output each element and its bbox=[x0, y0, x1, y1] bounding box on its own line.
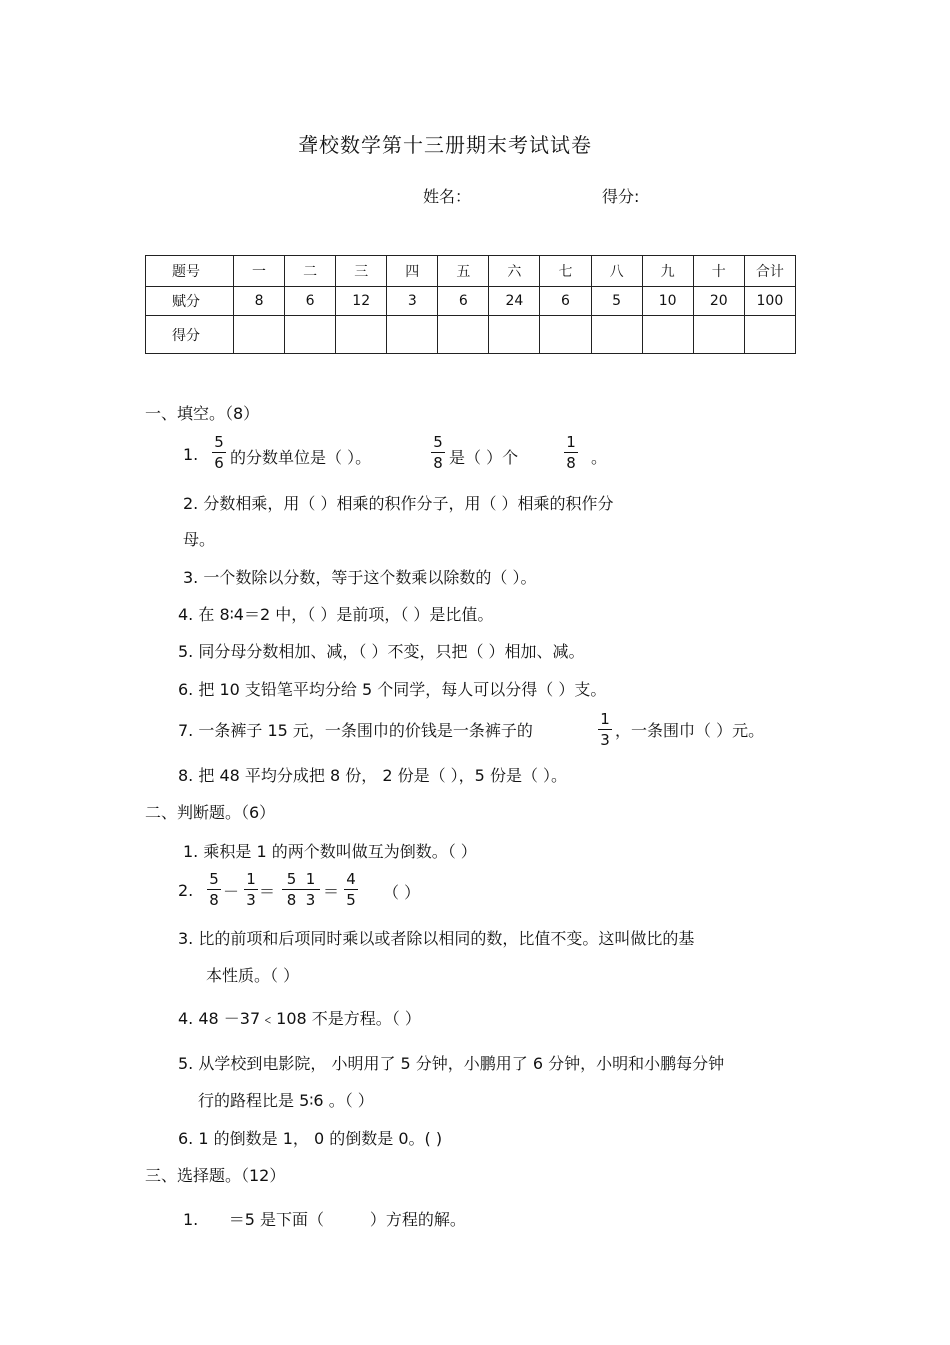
score-entry-cell[interactable] bbox=[336, 316, 387, 354]
question-2-3-line1: 3. 比的前项和后项同时乘以或者除以相同的数，比值不变。这叫做比的基 bbox=[178, 929, 695, 948]
fraction-bar bbox=[244, 889, 258, 890]
numerator: 5 1 bbox=[286, 870, 316, 888]
question-1-5: 5. 同分母分数相加、减，（ ）不变，只把（ ）相加、减。 bbox=[178, 642, 585, 661]
score-entry-cell[interactable] bbox=[387, 316, 438, 354]
table-cell: 一 bbox=[234, 256, 285, 287]
table-cell: 6 bbox=[438, 287, 489, 316]
numerator: 5 bbox=[209, 870, 219, 888]
table-cell: 三 bbox=[336, 256, 387, 287]
denominator: 3 bbox=[600, 731, 610, 749]
fraction-bar bbox=[598, 729, 612, 730]
question-2-3-line2: 本性质。（ ） bbox=[206, 966, 300, 985]
table-cell: 四 bbox=[387, 256, 438, 287]
fraction bbox=[206, 871, 222, 908]
question-1-6: 6. 把 10 支铅笔平均分给 5 个同学，每人可以分得（ ）支。 bbox=[178, 680, 607, 699]
table-cell: 20 bbox=[693, 287, 744, 316]
question-1-4: 4. 在 8∶4＝2 中，（ ）是前项，（ ）是比值。 bbox=[178, 605, 494, 624]
fraction bbox=[563, 434, 579, 471]
denominator: 3 bbox=[246, 891, 256, 909]
question-3-1: 1. ＝5 是下面（ ）方程的解。 bbox=[183, 1210, 466, 1229]
table-cell: 8 bbox=[234, 287, 285, 316]
numerator: 5 bbox=[433, 433, 443, 451]
numerator: 1 bbox=[600, 710, 610, 728]
score-entry-cell[interactable] bbox=[285, 316, 336, 354]
question-1-2-line1: 2. 分数相乘，用（ ）相乘的积作分子，用（ ）相乘的积作分 bbox=[183, 494, 614, 513]
question-number: 2. bbox=[178, 881, 194, 900]
score-entry-cell[interactable] bbox=[693, 316, 744, 354]
section-title: 二、判断题。（6） bbox=[145, 803, 276, 822]
table-cell: 八 bbox=[591, 256, 642, 287]
fraction bbox=[343, 871, 359, 908]
question-2-5-line1: 5. 从学校到电影院， 小明用了 5 分钟，小鹏用了 6 分钟，小明和小鹏每分钟 bbox=[178, 1054, 725, 1073]
question-2-6: 6. 1 的倒数是 1， 0 的倒数是 0。( ) bbox=[178, 1129, 443, 1148]
numerator: 1 bbox=[246, 870, 256, 888]
table-cell: 五 bbox=[438, 256, 489, 287]
question-2-5-line2: 行的路程比是 5∶6 。（ ） bbox=[198, 1091, 374, 1110]
question-text: 7. 一条裤子 15 元，一条围巾的价钱是一条裤子的 bbox=[178, 721, 533, 740]
fraction-bar bbox=[207, 889, 221, 890]
table-header-row bbox=[146, 256, 796, 287]
table-cell: 3 bbox=[387, 287, 438, 316]
question-1-8: 8. 把 48 平均分成把 8 份， 2 份是（ ），5 份是（ ）。 bbox=[178, 766, 568, 785]
score-entry-cell[interactable] bbox=[591, 316, 642, 354]
table-cell: 二 bbox=[285, 256, 336, 287]
table-cell: 12 bbox=[336, 287, 387, 316]
page-title: 聋校数学第十三册期末考试试卷 bbox=[298, 133, 592, 157]
table-score-row bbox=[146, 316, 796, 354]
table-cell: 24 bbox=[489, 287, 540, 316]
question-text: 是（ ）个 bbox=[449, 448, 519, 467]
denominator: 8 3 bbox=[286, 891, 316, 909]
numerator: 1 bbox=[566, 433, 576, 451]
score-entry-cell[interactable] bbox=[489, 316, 540, 354]
score-entry-cell[interactable] bbox=[438, 316, 489, 354]
fraction-bar bbox=[344, 889, 358, 890]
denominator: 8 bbox=[566, 454, 576, 472]
question-1-3: 3. 一个数除以分数，等于这个数乘以除数的（ ）。 bbox=[183, 568, 537, 587]
section-title: 三、选择题。（12） bbox=[145, 1166, 286, 1185]
equals-sign: ＝ bbox=[323, 882, 340, 901]
table-cell: 6 bbox=[285, 287, 336, 316]
fraction-bar bbox=[282, 889, 320, 890]
answer-parentheses[interactable]: （ ） bbox=[383, 883, 421, 902]
table-cell: 10 bbox=[642, 287, 693, 316]
name-label: 姓名： bbox=[423, 187, 472, 206]
question-2-4: 4. 48 －37﹤108 不是方程。（ ） bbox=[178, 1009, 421, 1028]
score-table bbox=[145, 255, 796, 354]
equals-sign: ＝ bbox=[259, 882, 276, 901]
numerator: 5 bbox=[214, 433, 224, 451]
fraction bbox=[597, 711, 613, 748]
table-cell: 6 bbox=[540, 287, 591, 316]
table-cell: 赋分 bbox=[146, 287, 234, 316]
table-cell: 合计 bbox=[744, 256, 795, 287]
section-title: 一、填空。（8） bbox=[145, 404, 260, 423]
fraction-bar bbox=[212, 452, 226, 453]
question-text: 。 bbox=[591, 448, 608, 467]
table-cell: 5 bbox=[591, 287, 642, 316]
question-text: 的分数单位是（ ）。 bbox=[230, 448, 372, 467]
fraction bbox=[430, 434, 446, 471]
denominator: 6 bbox=[214, 454, 224, 472]
denominator: 8 bbox=[433, 454, 443, 472]
denominator: 8 bbox=[209, 891, 219, 909]
table-cell: 六 bbox=[489, 256, 540, 287]
fraction-bar bbox=[431, 452, 445, 453]
fraction bbox=[281, 871, 321, 908]
score-entry-cell[interactable] bbox=[642, 316, 693, 354]
score-entry-cell[interactable] bbox=[540, 316, 591, 354]
fraction bbox=[211, 434, 227, 471]
question-1-2-line2: 母。 bbox=[183, 530, 216, 549]
table-cell: 十 bbox=[693, 256, 744, 287]
fraction bbox=[243, 871, 259, 908]
denominator: 5 bbox=[346, 891, 356, 909]
question-2-1: 1. 乘积是 1 的两个数叫做互为倒数。（ ） bbox=[183, 842, 477, 861]
minus-sign: － bbox=[223, 882, 240, 901]
fraction-bar bbox=[564, 452, 578, 453]
table-cell: 题号 bbox=[146, 256, 234, 287]
table-cell: 七 bbox=[540, 256, 591, 287]
score-entry-cell[interactable] bbox=[744, 316, 795, 354]
score-label: 得分: bbox=[602, 187, 640, 206]
table-cell: 九 bbox=[642, 256, 693, 287]
score-entry-cell[interactable] bbox=[234, 316, 285, 354]
table-cell: 100 bbox=[744, 287, 795, 316]
question-text: ，一条围巾（ ）元。 bbox=[615, 721, 765, 740]
numerator: 4 bbox=[346, 870, 356, 888]
table-cell: 得分 bbox=[146, 316, 234, 354]
question-number: 1. bbox=[183, 445, 199, 464]
table-points-row bbox=[146, 287, 796, 316]
